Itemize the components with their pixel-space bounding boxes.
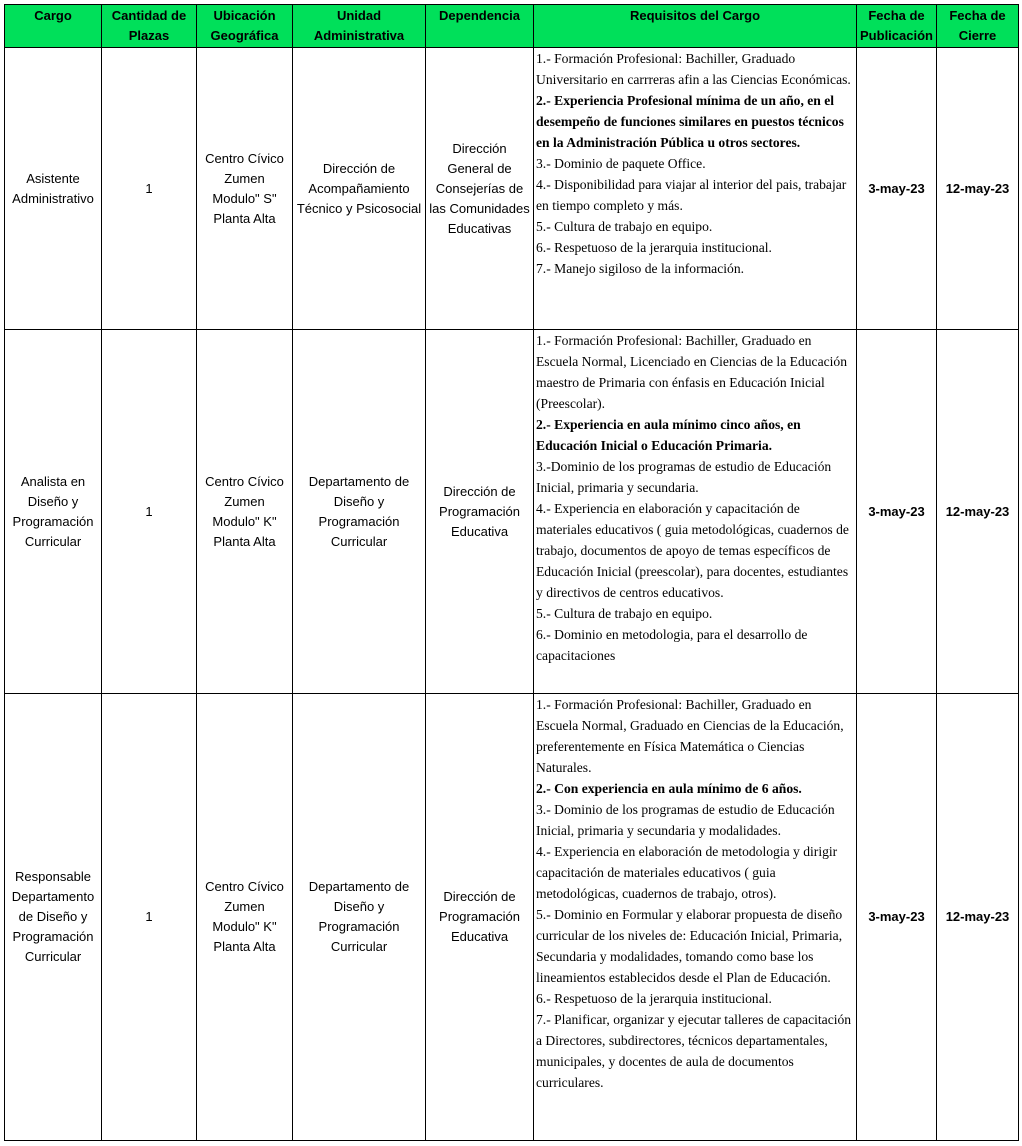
header-publicacion: Fecha de Publicación — [857, 5, 937, 48]
header-dependencia: Dependencia — [426, 5, 534, 48]
table-row — [5, 48, 1019, 330]
requirement-item: 3.-Dominio de los programas de estudio de Educación Inicial, primaria y secundaria. — [536, 459, 832, 495]
requirement-item: 6.- Respetuoso de la jerarquia institucional. — [536, 240, 772, 255]
cell-plazas: 1 — [102, 48, 197, 330]
requirement-item: 6.- Dominio en metodologia, para el desarrollo de capacitaciones — [536, 627, 808, 663]
requirement-item: 4.- Experiencia en elaboración de metodologia y dirigir capacitación de materiales educativos ( guia metodológicas, cuadernos de trabajo, otros). — [536, 844, 838, 901]
header-requisitos: Requisitos del Cargo — [534, 5, 857, 48]
table-row — [5, 694, 1019, 1141]
cell-cierre: 12-may-23 — [937, 48, 1019, 330]
requirement-item: 6.- Respetuoso de la jerarquia institucional. — [536, 991, 772, 1006]
cell-ubicacion: Centro Cívico Zumen Modulo" K" Planta Alta — [197, 694, 293, 1141]
requirement-item: 1.- Formación Profesional: Bachiller, Graduado Universitario en carrreras afin a las Ciencias Económicas. — [536, 51, 851, 87]
cell-dependencia: Dirección de Programación Educativa — [426, 330, 534, 694]
header-unidad: Unidad Administrativa — [293, 5, 426, 48]
cell-dependencia: Dirección de Programación Educativa — [426, 694, 534, 1141]
requirement-item: 7.- Manejo sigiloso de la información. — [536, 261, 745, 276]
requirement-item: 2.- Con experiencia en aula mínimo de 6 años. — [536, 781, 802, 796]
cell-cierre: 12-may-23 — [937, 330, 1019, 694]
header-cargo: Cargo — [5, 5, 102, 48]
header-plazas: Cantidad de Plazas — [102, 5, 197, 48]
cell-publicacion: 3-may-23 — [857, 48, 937, 330]
cell-ubicacion: Centro Cívico Zumen Modulo" K" Planta Alta — [197, 330, 293, 694]
requirement-item: 1.- Formación Profesional: Bachiller, Graduado en Escuela Normal, Graduado en Ciencias de la Educación, preferentemente en Física Matemática o Ciencias Naturales. — [536, 697, 844, 775]
cell-requisitos — [534, 694, 857, 1141]
cell-ubicacion: Centro Cívico Zumen Modulo" S" Planta Alta — [197, 48, 293, 330]
job-vacancies-table — [4, 4, 1019, 1141]
requirement-item: 7.- Planificar, organizar y ejecutar talleres de capacitación a Directores, subdirectores, técnicos departamentales, municipales, y docentes de aula de documentos curriculares. — [536, 1012, 852, 1090]
cell-requisitos — [534, 48, 857, 330]
cell-publicacion: 3-may-23 — [857, 330, 937, 694]
cell-cargo: Analista en Diseño y Programación Curricular — [5, 330, 102, 694]
requirement-item: 3.- Dominio de paquete Office. — [536, 156, 706, 171]
cell-requisitos — [534, 330, 857, 694]
header-row — [5, 5, 1019, 48]
requirement-item: 3.- Dominio de los programas de estudio de Educación Inicial, primaria y secundaria y modalidades. — [536, 802, 835, 838]
cell-unidad: Dirección de Acompañamiento Técnico y Psicosocial — [293, 48, 426, 330]
requirement-item: 5.- Cultura de trabajo en equipo. — [536, 606, 713, 621]
cell-unidad: Departamento de Diseño y Programación Curricular — [293, 330, 426, 694]
requirement-item: 5.- Cultura de trabajo en equipo. — [536, 219, 713, 234]
requirement-item: 5.- Dominio en Formular y elaborar propuesta de diseño curricular de los niveles de: Educación Inicial, Primaria, Secundaria y modalidades, tomando como base los lineamientos establecidos desde el Plan de Educación. — [536, 907, 843, 985]
cell-dependencia: Dirección General de Consejerías de las Comunidades Educativas — [426, 48, 534, 330]
table-row — [5, 330, 1019, 694]
header-ubicacion: Ubicación Geográfica — [197, 5, 293, 48]
cell-publicacion: 3-may-23 — [857, 694, 937, 1141]
cell-plazas: 1 — [102, 694, 197, 1141]
cell-cargo: Asistente Administrativo — [5, 48, 102, 330]
requirement-item: 2.- Experiencia Profesional mínima de un año, en el desempeño de funciones similares en puestos técnicos en la Administración Pública u otros sectores. — [536, 93, 844, 150]
requirement-item: 2.- Experiencia en aula mínimo cinco años, en Educación Inicial o Educación Primaria. — [536, 417, 801, 453]
cell-unidad: Departamento de Diseño y Programación Curricular — [293, 694, 426, 1141]
cell-plazas: 1 — [102, 330, 197, 694]
requirement-item: 1.- Formación Profesional: Bachiller, Graduado en Escuela Normal, Licenciado en Ciencias de la Educación maestro de Primaria con énfasis en Educación Inicial (Preescolar). — [536, 333, 848, 411]
requirement-item: 4.- Experiencia en elaboración y capacitación de materiales educativos ( guia metodológicas, cuadernos de trabajo, documentos de apoyo de temas específicos de Educación Inicial (preescolar), para docentes, estudiantes y directivos de centros educativos. — [536, 501, 849, 600]
header-cierre: Fecha de Cierre — [937, 5, 1019, 48]
cell-cargo: Responsable Departamento de Diseño y Programación Curricular — [5, 694, 102, 1141]
requirement-item: 4.- Disponibilidad para viajar al interior del pais, trabajar en tiempo completo y más. — [536, 177, 847, 213]
cell-cierre: 12-may-23 — [937, 694, 1019, 1141]
